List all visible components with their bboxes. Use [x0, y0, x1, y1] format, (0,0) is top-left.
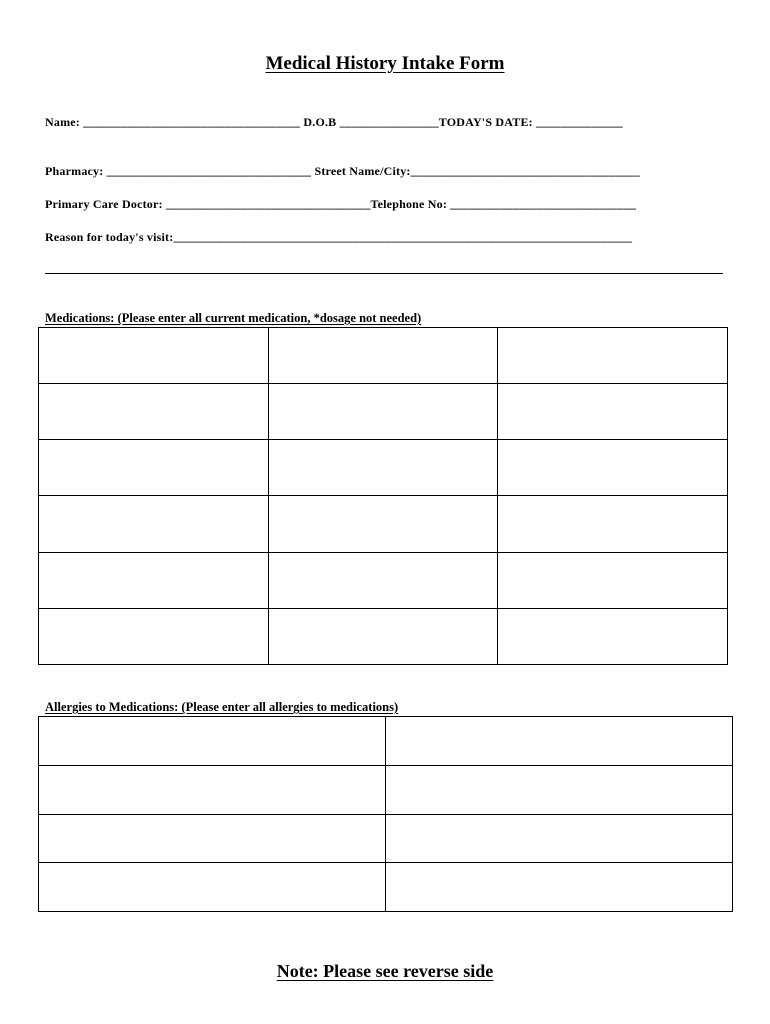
medication-cell[interactable] [268, 496, 498, 552]
form-title: Medical History Intake Form [265, 53, 505, 74]
medication-cell[interactable] [268, 552, 498, 608]
medication-cell[interactable] [268, 608, 498, 664]
allergy-cell[interactable] [386, 863, 733, 912]
medication-cell[interactable] [268, 384, 498, 440]
table-row [39, 765, 733, 814]
medication-cell[interactable] [498, 552, 728, 608]
table-row [39, 863, 733, 912]
reason-continuation-line[interactable] [45, 273, 723, 274]
reason-for-visit-line[interactable]: Reason for today's visit:__________________________________________________________________________ [45, 230, 633, 244]
table-row [39, 440, 728, 496]
allergy-cell[interactable] [39, 717, 386, 766]
table-row [39, 552, 728, 608]
medication-cell[interactable] [268, 328, 498, 384]
medication-cell[interactable] [39, 496, 269, 552]
pharmacy-street-line[interactable]: Pharmacy: _________________________________ Street Name/City:_____________________________________ [45, 164, 640, 178]
medication-cell[interactable] [498, 608, 728, 664]
medications-label: Medications: (Please enter all current medication, *dosage not needed) [45, 311, 422, 325]
allergy-cell[interactable] [386, 765, 733, 814]
allergies-label: Allergies to Medications: (Please enter all allergies to medications) [45, 700, 399, 714]
medication-cell[interactable] [268, 440, 498, 496]
table-row [39, 717, 733, 766]
medication-cell[interactable] [39, 552, 269, 608]
allergy-cell[interactable] [39, 863, 386, 912]
medication-cell[interactable] [498, 328, 728, 384]
allergies-table [38, 716, 733, 912]
table-row [39, 608, 728, 664]
medication-cell[interactable] [498, 496, 728, 552]
medication-cell[interactable] [39, 328, 269, 384]
allergy-cell[interactable] [39, 765, 386, 814]
table-row [39, 328, 728, 384]
reverse-side-note: Note: Please see reverse side [276, 961, 494, 981]
table-row [39, 496, 728, 552]
allergy-cell[interactable] [386, 814, 733, 863]
medications-table [38, 327, 728, 665]
table-row [39, 814, 733, 863]
name-dob-date-line[interactable]: Name: ___________________________________ D.O.B ________________TODAY'S DATE: ______________ [45, 115, 623, 129]
medication-cell[interactable] [498, 440, 728, 496]
medication-cell[interactable] [39, 608, 269, 664]
medication-cell[interactable] [39, 384, 269, 440]
medication-cell[interactable] [39, 440, 269, 496]
allergy-cell[interactable] [39, 814, 386, 863]
allergy-cell[interactable] [386, 717, 733, 766]
medication-cell[interactable] [498, 384, 728, 440]
table-row [39, 384, 728, 440]
doctor-telephone-line[interactable]: Primary Care Doctor: _________________________________Telephone No: ______________________________ [45, 197, 637, 211]
